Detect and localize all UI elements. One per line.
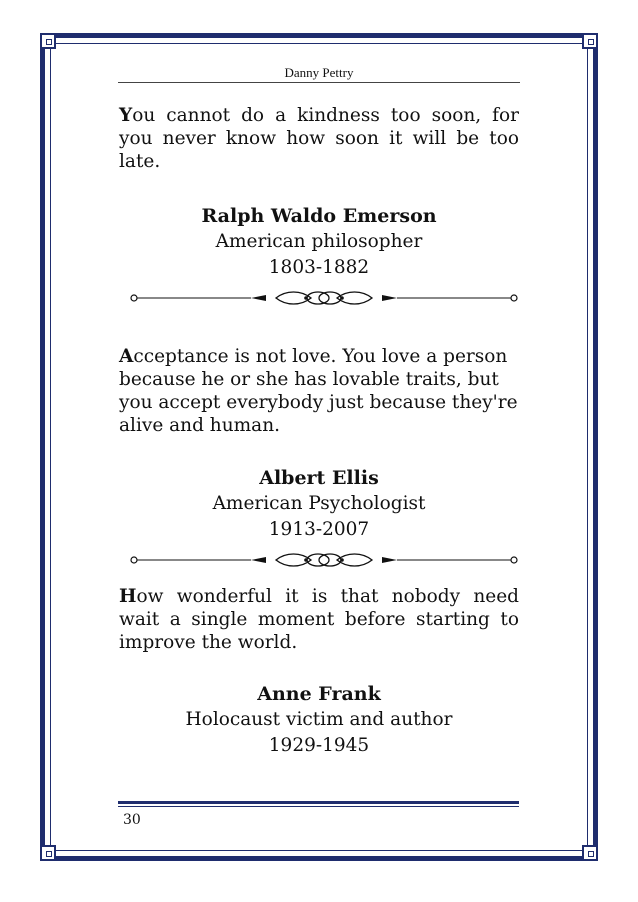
- author-name: Ralph Waldo Emerson: [201, 205, 437, 227]
- attribution-1: [119, 203, 519, 281]
- header-rule: [118, 82, 520, 83]
- author-name: Anne Frank: [257, 683, 381, 705]
- attribution-3: [119, 681, 519, 759]
- author-role: American Psychologist: [212, 493, 426, 514]
- corner-ornament-bottom-left: [40, 845, 56, 861]
- corner-ornament-top-left: [40, 33, 56, 49]
- quote-text-1: [119, 104, 519, 173]
- footer-rule-thin: [118, 806, 519, 807]
- footer-rule-thick: [118, 801, 519, 804]
- author-role: American philosopher: [215, 231, 423, 252]
- author-years: 1803-1882: [268, 257, 370, 278]
- page-number: 30: [123, 812, 141, 828]
- author-years: 1929-1945: [268, 735, 370, 756]
- drop-letter: H: [119, 586, 137, 607]
- author-name: Albert Ellis: [259, 467, 379, 489]
- quote-body: ow wonderful it is that nobody need wait a single moment before starting to improve the world.: [119, 586, 519, 653]
- drop-letter: Y: [119, 105, 133, 126]
- corner-ornament-top-right: [582, 33, 598, 49]
- quote-body: cceptance is not love. You love a person because he or she has lovable traits, but you accept everybody just because they're alive and human.: [119, 346, 518, 436]
- ornamental-divider-2: [126, 550, 522, 570]
- running-header: Danny Pettry: [284, 65, 354, 80]
- ornamental-divider-1: [126, 288, 522, 308]
- corner-ornament-bottom-right: [582, 845, 598, 861]
- drop-letter: A: [119, 346, 134, 367]
- quote-body: ou cannot do a kindness too soon, for you never know how soon it will be too late.: [119, 105, 519, 172]
- quote-text-3: [119, 585, 519, 654]
- author-years: 1913-2007: [268, 519, 370, 540]
- author-role: Holocaust victim and author: [185, 709, 453, 730]
- quote-text-2: [119, 345, 519, 437]
- attribution-2: [119, 465, 519, 543]
